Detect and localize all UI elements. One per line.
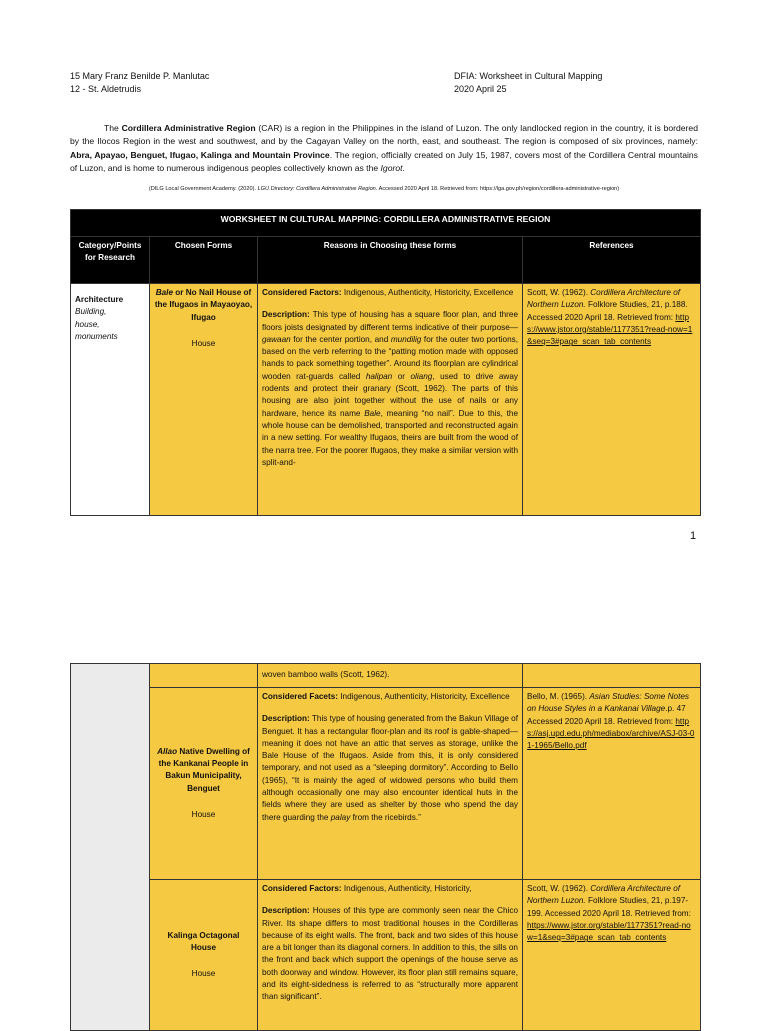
- category-cell-continued: [71, 664, 150, 1031]
- reference-link[interactable]: https://www.jstor.org/stable/1177351?read-now=1&seq=3#page_scan_tab_contents: [527, 312, 693, 347]
- category-name: Architecture: [75, 295, 124, 304]
- intro-paragraph: The Cordillera Administrative Region (CAR) is a region in the Philippines in the island of Luzon. The only landlocked region in the country, it is bordered by the Ilocos Region in the west and southwest, and by the Cagayan Valley on the north, east, and southeast. The region is composed of six provinces, namely: Abra, Apayao, Benguet, Ifugao, Kalinga and Mountain Province. The region, officially created on July 15, 1987, covers most of the Cordillera Central mountains of Luzon, and is home to numerous indigenous peoples collectively known as the Igorot.: [70, 123, 698, 173]
- form-cell-empty: [150, 664, 258, 688]
- reference-cell-kalinga: Scott, W. (1962). Cordillera Architecture of Northern Luzon. Folklore Studies, 21, p.197-199. Accessed 2020 April 18. Retrieved from: https://www.jstor.org/stable/1177351?read-now=1&seq=3#page_scan_tab_contents: [523, 880, 701, 1031]
- reference-cell-empty: [523, 664, 701, 688]
- form-cell-allao: Allao Native Dwelling of the Kankanai People in Bakun Municipality, Benguet House: [150, 688, 258, 880]
- reason-cell-kalinga: Considered Factors: Indigenous, Authenticity, Historicity, Description: Houses of this type are commonly seen near the Chico River. Its shape differs to most traditional houses in the Cordilleras because of its eight walls. The front, back and two sides of this house are a bit longer than its diagonal corners. In addition to this, the sills on the front and back which support the openings of the house serve as both doorway and window. However, its floor plan still remains square, and its eight-sidedness is referred to as “structurally more apparent than significant”.: [258, 880, 523, 1031]
- form-cell-bale: Bale or No Nail House of the Ifugaos in Mayaoyao, Ifugao House: [150, 284, 258, 516]
- worksheet-table-page1: [70, 209, 701, 516]
- table-row: [71, 664, 701, 688]
- course-line: DFIA: Worksheet in Cultural Mapping: [454, 71, 603, 81]
- col-header-reasons: Reasons in Choosing these forms: [258, 237, 523, 284]
- student-header: [70, 70, 209, 96]
- continuation-cell: woven bamboo walls (Scott, 1962).: [258, 664, 523, 688]
- form-type: House: [191, 969, 216, 979]
- course-header: [454, 70, 602, 96]
- form-type: House: [191, 338, 216, 348]
- col-header-category: Category/Points for Research: [71, 237, 150, 284]
- reference-cell-allao: Bello, M. (1965). Asian Studies: Some Notes on House Styles in a Kankanai Village.p. 47 Accessed 2020 April 18. Retrieved from: https://asj.upd.edu.ph/mediabox/archive/ASJ-03-01-1965/Bello.pdf: [523, 688, 701, 880]
- section-line: 12 - St. Aldetrudis: [70, 84, 142, 94]
- form-type: House: [191, 809, 216, 819]
- page-number: 1: [690, 530, 697, 542]
- page-2: [0, 570, 768, 1024]
- table-row: [71, 688, 701, 880]
- reference-link[interactable]: https://www.jstor.org/stable/1177351?read-now=1&seq=3#page_scan_tab_contents: [527, 920, 691, 943]
- reason-cell-allao: Considered Facets: Indigenous, Authenticity, Historicity, Excellence Description: This type of housing generated from the Bakun Village of Benguet. It has a rectangular floor-plan and its roof is gable-shaped—meaning it does not have an attic that serves as storage, unlike the Bale House of the Ifugaos. Aside from this, it is only considered temporary, and not used as a “sleeping dormitory”. According to Bello (1965), “It is mainly the aged of widowed persons who build them although occasionally one may also encounter identical huts in the fields where they are used as shelter by those who spend the day there guarding the palay from the ricebirds.”: [258, 688, 523, 880]
- category-sub: Building, house, monuments: [75, 307, 118, 341]
- intro-citation: (DILG Local Government Academy. (2020). LGU Directory: Cordillera Administrative Region. Accessed 2020 April 18. Retrieved from: https://lga.gov.ph/region/cordillera-administrative-region): [148, 186, 620, 192]
- reason-cell-bale: Considered Factors: Indigenous, Authenticity, Historicity, Excellence Description: This type of housing has a square floor plan, and three floors joists designated by different terms indicative of their purpose—gawaan for the center portion, and mundilig for the outer two portions, based on the verb referring to the “patting motion made with opposed hands to pack something together”. Around its floorplan are cylindrical wooden rat-guards called halipan or oliang, used to drive away rodents and protect their granary (Scott, 1962). The parts of this housing are also joint together without the use of nails or any hardware, hence its name Bale, meaning “no nail”. Due to this, the whole house can be demolished, transported and reconstructed again in a new setting. For wealthy Ifugaos, theirs are built from the wood of the narra tree. For the poorer Ifugaos, they make a similar version with split-and-: [258, 284, 523, 516]
- category-cell: [71, 284, 150, 516]
- table-row: [71, 284, 701, 516]
- reference-cell-bale: Scott, W. (1962). Cordillera Architecture of Northern Luzon. Folklore Studies, 21, p.188. Accessed 2020 April 18. Retrieved from: https://www.jstor.org/stable/1177351?read-now=1&seq=3#page_scan_tab_contents: [523, 284, 701, 516]
- worksheet-title: WORKSHEET IN CULTURAL MAPPING: CORDILLERA ADMINISTRATIVE REGION: [71, 210, 701, 237]
- col-header-references: References: [523, 237, 701, 284]
- reference-link[interactable]: https://asj.upd.edu.ph/mediabox/archive/ASJ-03-01-1965/Bello.pdf: [527, 716, 695, 751]
- col-header-forms: Chosen Forms: [150, 237, 258, 284]
- worksheet-table-page2: [70, 663, 701, 1031]
- table-row: [71, 880, 701, 1031]
- author-line: 15 Mary Franz Benilde P. Manlutac: [70, 71, 210, 81]
- form-cell-kalinga: Kalinga Octagonal House House: [150, 880, 258, 1031]
- date-line: 2020 April 25: [454, 84, 507, 94]
